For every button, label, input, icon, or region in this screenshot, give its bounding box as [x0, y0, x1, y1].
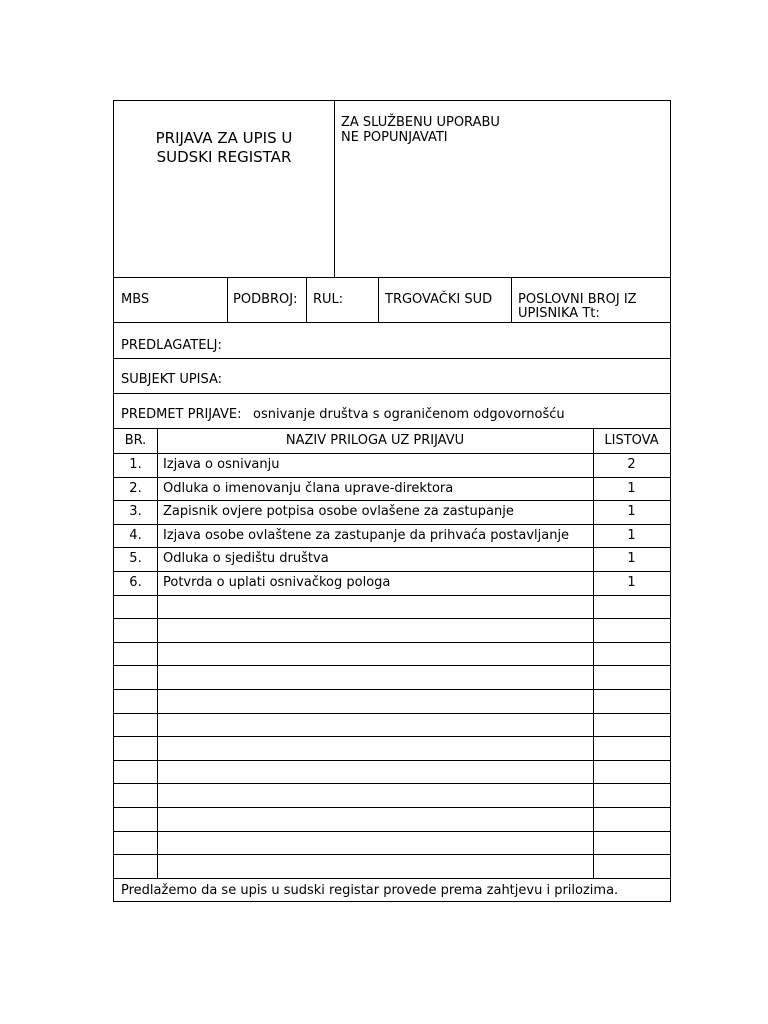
- row-sheet-count: 1: [627, 481, 636, 496]
- title-line-1: PRIJAVA ZA UPIS U: [155, 129, 293, 147]
- col-header-sheets: LISTOVA: [604, 433, 659, 448]
- court-label: TRGOVAČKI SUD: [385, 292, 493, 307]
- row-sheet-count: 2: [627, 457, 636, 472]
- footer-statement: Predlažemo da se upis u sudski registar provede prema zahtjevu i prilozima.: [121, 883, 619, 898]
- official-use-line-2: NE POPUNJAVATI: [341, 130, 448, 145]
- rul-label: RUL:: [313, 292, 344, 307]
- col-header-number: BR.: [124, 433, 147, 448]
- row-attachment-name: Izjava osobe ovlaštene za zastupanje da prihvaća postavljanje: [163, 528, 570, 543]
- row-number: 6.: [129, 575, 142, 590]
- row-attachment-name: Potvrda o uplati osnivačkog pologa: [163, 575, 391, 590]
- row-number: 2.: [129, 481, 142, 496]
- proposer-label: PREDLAGATELJ:: [121, 338, 222, 353]
- subject-matter-value: osnivanje društva s ograničenom odgovornošću: [253, 407, 565, 422]
- registration-form: [113, 100, 671, 902]
- subject-label: SUBJEKT UPISA:: [121, 372, 223, 387]
- row-sheet-count: 1: [627, 504, 636, 519]
- case-number-line-2: UPISNIKA Tt:: [518, 306, 600, 321]
- row-number: 3.: [129, 504, 142, 519]
- form-title: [114, 129, 334, 167]
- case-number-line-1: POSLOVNI BROJ IZ: [518, 292, 637, 307]
- row-attachment-name: Zapisnik ovjere potpisa osobe ovlašene za zastupanje: [163, 504, 514, 519]
- row-sheet-count: 1: [627, 528, 636, 543]
- row-number: 1.: [129, 457, 142, 472]
- row-sheet-count: 1: [627, 575, 636, 590]
- row-number: 5.: [129, 551, 142, 566]
- official-use-line-1: ZA SLUŽBENU UPORABU: [341, 115, 500, 130]
- podbroj-label: PODBROJ:: [233, 292, 298, 307]
- col-header-name: NAZIV PRILOGA UZ PRIJAVU: [285, 433, 465, 448]
- row-attachment-name: Izjava o osnivanju: [163, 457, 280, 472]
- row-number: 4.: [129, 528, 142, 543]
- title-line-2: SUDSKI REGISTAR: [156, 148, 292, 166]
- row-attachment-name: Odluka o imenovanju člana uprave-direktora: [163, 481, 454, 496]
- row-sheet-count: 1: [627, 551, 636, 566]
- subject-matter-label: PREDMET PRIJAVE:: [121, 407, 242, 422]
- row-attachment-name: Odluka o sjedištu društva: [163, 551, 329, 566]
- mbs-label: MBS: [121, 292, 150, 307]
